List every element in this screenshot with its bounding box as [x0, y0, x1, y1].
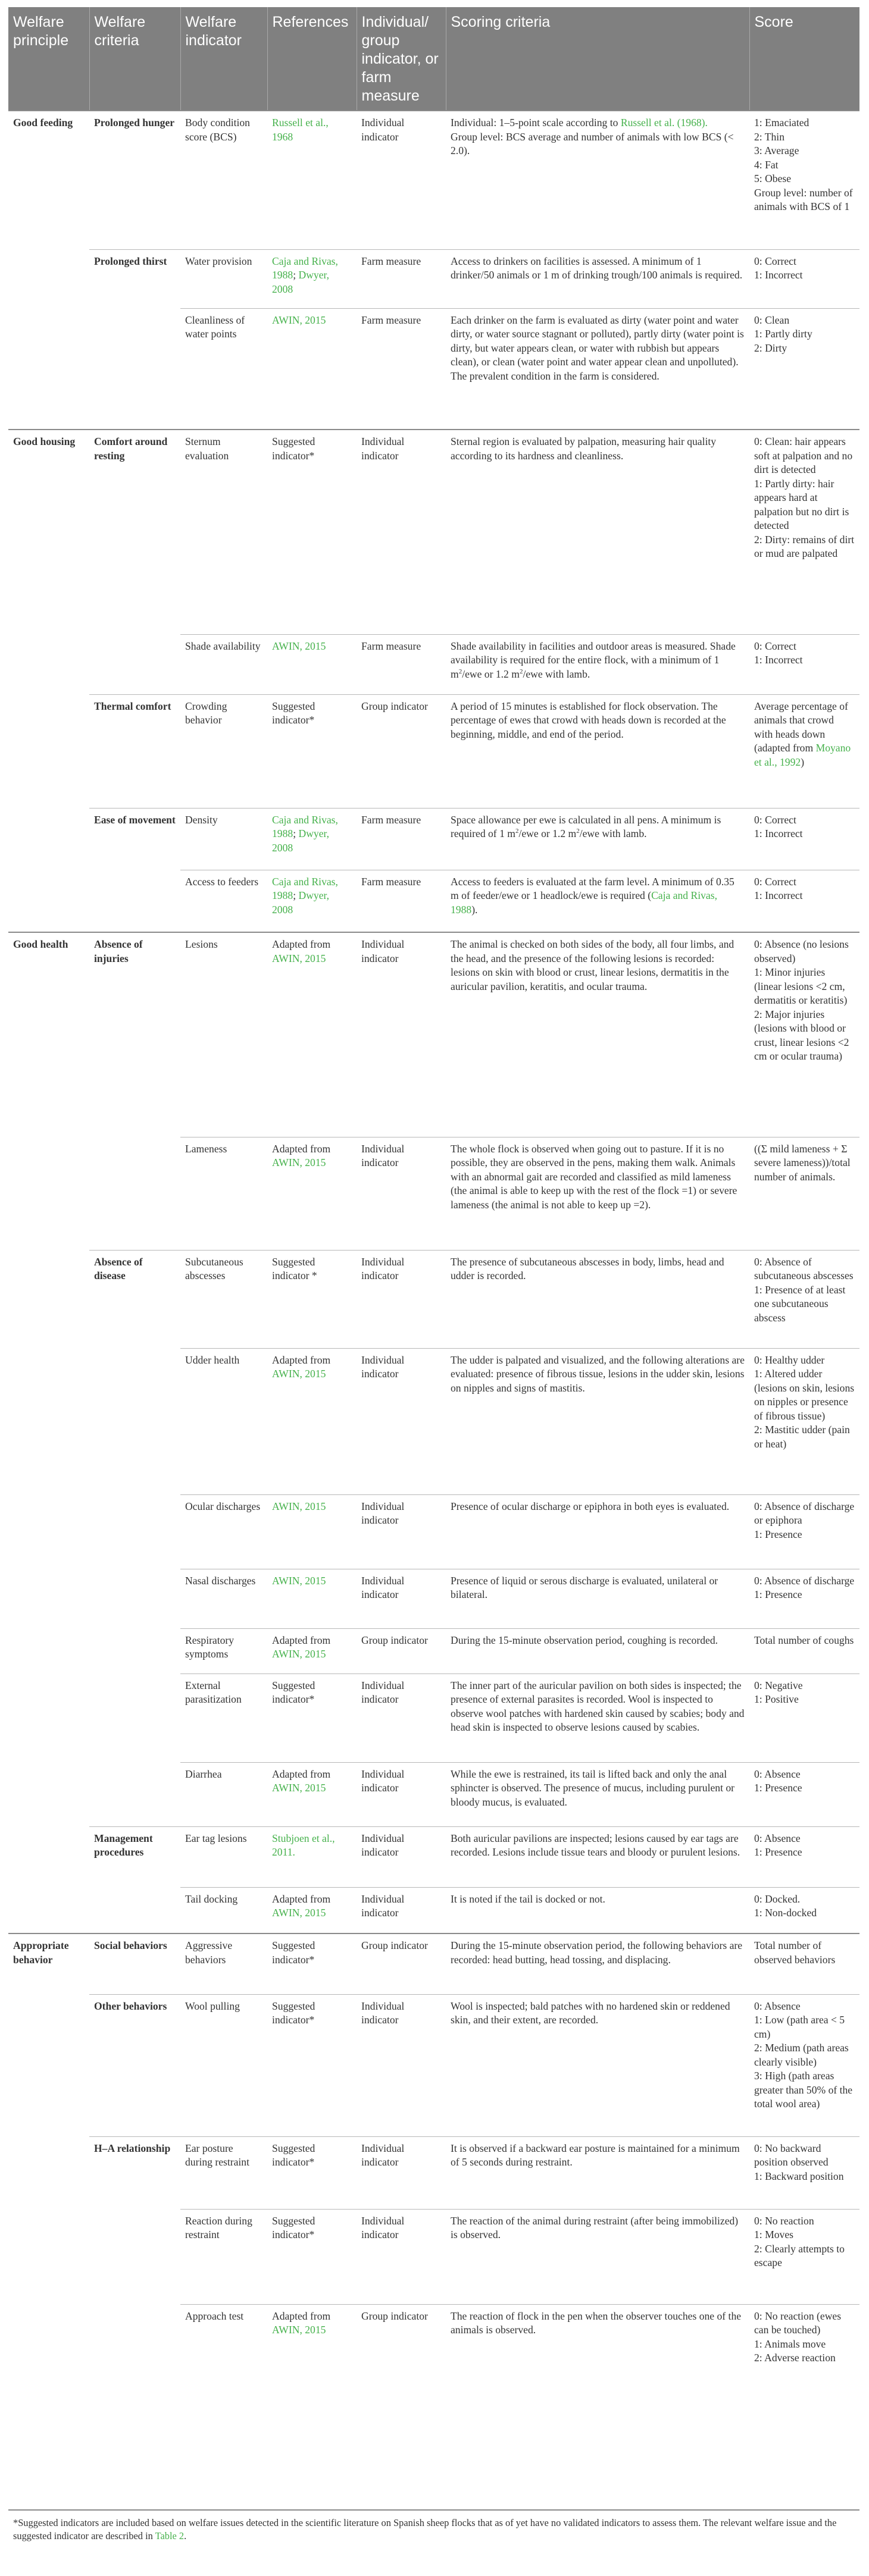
score-cell: 0: No reaction 1: Moves 2: Clearly attempts to escape	[749, 2209, 859, 2304]
principle-cell	[8, 808, 89, 870]
indicator-cell: Shade availability	[180, 634, 267, 694]
score-text: Average percentage of animals that crowd with heads down (adapted from	[754, 700, 848, 754]
reference-link[interactable]: Caja and Rivas, 1988	[272, 875, 338, 901]
references-cell: Suggested indicator*	[267, 1674, 357, 1762]
score-cell: 0: Absence 1: Presence	[749, 1762, 859, 1826]
scoring-cell: During the 15-minute observation period, the following behaviors are recorded: head butting, head tossing, and displacing.	[446, 1933, 749, 1994]
criteria-cell: Prolonged thirst	[89, 249, 180, 308]
table-row	[8, 694, 859, 808]
reference-link[interactable]: Dwyer, 2008	[272, 269, 330, 295]
references-cell: Suggested indicator*	[267, 694, 357, 808]
references-cell: Suggested indicator *	[267, 1250, 357, 1348]
criteria-cell: Absence of disease	[89, 1250, 180, 1348]
footnote-text: .	[184, 2530, 187, 2541]
score-cell: 0: Correct 1: Incorrect	[749, 808, 859, 870]
criteria-cell: Social behaviors	[89, 1933, 180, 1994]
criteria-cell	[89, 1137, 180, 1250]
reference-link[interactable]: Caja and Rivas, 1988	[272, 255, 338, 281]
scoring-text: /ewe or 1.2 m	[518, 828, 577, 839]
reference-link[interactable]: Caja and Rivas, 1988	[451, 889, 717, 916]
table-row	[8, 2136, 859, 2209]
indicator-cell: Density	[180, 808, 267, 870]
indicator-cell: Ear posture during restraint	[180, 2136, 267, 2209]
principle-cell	[8, 2304, 89, 2380]
principle-cell	[8, 1137, 89, 1250]
header-indicator-level: Individual/ group indicator, or farm measure	[357, 7, 446, 111]
references-cell	[267, 1628, 357, 1674]
reference-link[interactable]: AWIN, 2015	[272, 640, 326, 652]
scoring-cell	[446, 870, 749, 932]
footnote-text: *Suggested indicators are included based on welfare issues detected in the scientific literature on Spanish sheep flocks that as of yet have no validated indicators to assess them. The relevant welfare issue and the suggested indicator are described in	[13, 2517, 837, 2541]
scoring-cell: The inner part of the auricular pavilion on both sides is inspected; the presence of external parasites is recorded. Wool is inspected to observe wool patches with hardened skin caused by scabies; body and head skin is inspected to observe lesions caused by scabies.	[446, 1674, 749, 1762]
references-cell	[267, 1826, 357, 1887]
scoring-text: Individual: 1–5-point scale according to	[451, 117, 621, 129]
references-cell	[267, 111, 357, 249]
table-row	[8, 1628, 859, 1674]
score-cell: 0: No backward position observed 1: Backward position	[749, 2136, 859, 2209]
table-row	[8, 2304, 859, 2380]
references-cell: Suggested indicator*	[267, 430, 357, 634]
score-cell: 0: Absence of subcutaneous abscesses 1: Presence of at least one subcutaneous abscess	[749, 1250, 859, 1348]
table-row	[8, 1348, 859, 1494]
reference-prefix: Adapted from	[272, 938, 331, 950]
criteria-cell	[89, 1569, 180, 1628]
table-row	[8, 2209, 859, 2304]
level-cell: Farm measure	[357, 808, 446, 870]
score-cell: ((Σ mild lameness + Σ severe lameness))/total number of animals.	[749, 1137, 859, 1250]
reference-link[interactable]: AWIN, 2015	[272, 1782, 326, 1794]
principle-cell: Good housing	[8, 430, 89, 634]
score-cell: 0: Negative 1: Positive	[749, 1674, 859, 1762]
header-references: References	[267, 7, 357, 111]
table-row	[8, 1137, 859, 1250]
references-cell: Caja and Rivas, 1988; Dwyer, 2008	[267, 249, 357, 308]
indicator-cell: Lesions	[180, 932, 267, 1137]
level-cell: Individual indicator	[357, 1494, 446, 1569]
reference-link[interactable]: AWIN, 2015	[272, 1907, 326, 1919]
principle-cell	[8, 634, 89, 694]
criteria-cell	[89, 634, 180, 694]
reference-prefix: Adapted from	[272, 1142, 331, 1155]
header-row	[8, 7, 859, 111]
level-cell: Farm measure	[357, 870, 446, 932]
welfare-indicators-table	[8, 7, 859, 2380]
superscript: 2	[515, 828, 519, 835]
scoring-cell: During the 15-minute observation period, coughing is recorded.	[446, 1628, 749, 1674]
criteria-cell	[89, 308, 180, 430]
level-cell: Individual indicator	[357, 2136, 446, 2209]
principle-cell: Appropriate behavior	[8, 1933, 89, 1994]
scoring-cell: While the ewe is restrained, its tail is lifted back and only the anal sphincter is observed. The presence of mucus, including purulent or bloody mucus, is evaluated.	[446, 1762, 749, 1826]
scoring-text: Access to feeders is evaluated at the farm level. A minimum of 0.35 m of feeder/ewe or 1 headlock/ewe is required (	[451, 875, 734, 901]
principle-cell	[8, 1628, 89, 1674]
table-row	[8, 1887, 859, 1933]
reference-link[interactable]: AWIN, 2015	[272, 1157, 326, 1168]
reference-link[interactable]: Dwyer, 2008	[272, 828, 330, 854]
indicator-cell: Cleanliness of water points	[180, 308, 267, 430]
score-cell: 0: Absence 1: Presence	[749, 1826, 859, 1887]
reference-link[interactable]: AWIN, 2015	[272, 314, 326, 326]
scoring-cell: Wool is inspected; bald patches with no hardened skin or reddened skin, and their extent, are recorded.	[446, 1994, 749, 2136]
scoring-cell: Sternal region is evaluated by palpation, measuring hair quality according to its hardness and cleanliness.	[446, 430, 749, 634]
references-cell: Suggested indicator*	[267, 2136, 357, 2209]
reference-link[interactable]: AWIN, 2015	[272, 1574, 326, 1587]
score-cell: 0: Absence 1: Low (path area < 5 cm) 2: Medium (path areas clearly visible) 3: High (path areas greater than 50% of the total wool area)	[749, 1994, 859, 2136]
score-cell: 0: Correct 1: Incorrect	[749, 870, 859, 932]
score-cell: 0: Correct 1: Incorrect	[749, 249, 859, 308]
references-cell	[267, 634, 357, 694]
score-cell: Total number of observed behaviors	[749, 1933, 859, 1994]
indicator-cell: Aggressive behaviors	[180, 1933, 267, 1994]
indicator-cell: Body condition score (BCS)	[180, 111, 267, 249]
level-cell: Individual indicator	[357, 1994, 446, 2136]
principle-cell	[8, 1348, 89, 1494]
indicator-cell: Subcutaneous abscesses	[180, 1250, 267, 1348]
level-cell: Group indicator	[357, 1628, 446, 1674]
level-cell: Group indicator	[357, 2304, 446, 2380]
references-cell	[267, 1762, 357, 1826]
reference-prefix: Adapted from	[272, 2309, 331, 2322]
principle-cell	[8, 1250, 89, 1348]
references-cell: Caja and Rivas, 1988; Dwyer, 2008	[267, 808, 357, 870]
level-cell: Farm measure	[357, 308, 446, 430]
criteria-cell: Management procedures	[89, 1826, 180, 1887]
criteria-cell	[89, 1494, 180, 1569]
criteria-cell: Other behaviors	[89, 1994, 180, 2136]
criteria-cell: Comfort around resting	[89, 430, 180, 634]
level-cell: Individual indicator	[357, 1348, 446, 1494]
score-cell: 1: Emaciated 2: Thin 3: Average 4: Fat 5: Obese Group level: number of animals with BCS of 1	[749, 111, 859, 249]
principle-cell	[8, 249, 89, 308]
level-cell: Individual indicator	[357, 1250, 446, 1348]
indicator-cell: External parasitization	[180, 1674, 267, 1762]
principle-cell	[8, 308, 89, 430]
table-row	[8, 1494, 859, 1569]
principle-cell	[8, 1762, 89, 1826]
table-row	[8, 1826, 859, 1887]
scoring-text: ).	[471, 903, 478, 916]
criteria-cell: H–A relationship	[89, 2136, 180, 2209]
level-cell: Individual indicator	[357, 1569, 446, 1628]
scoring-text: Group level: BCS average and number of animals with low BCS (< 2.0).	[451, 130, 734, 156]
table-footnote	[8, 2509, 859, 2543]
principle-cell	[8, 1887, 89, 1933]
score-cell: 0: Docked. 1: Non-docked	[749, 1887, 859, 1933]
indicator-cell: Reaction during restraint	[180, 2209, 267, 2304]
indicator-cell: Diarrhea	[180, 1762, 267, 1826]
references-cell	[267, 308, 357, 430]
criteria-cell: Absence of injuries	[89, 932, 180, 1137]
table-row	[8, 1569, 859, 1628]
references-cell	[267, 1569, 357, 1628]
level-cell: Individual indicator	[357, 1887, 446, 1933]
indicator-cell: Tail docking	[180, 1887, 267, 1933]
reference-link[interactable]: Russell et al. (1968).	[620, 117, 708, 129]
scoring-text: Shade availability in facilities and outdoor areas is measured. Shade availability is required for the entire flock, with a minimum of 1 m	[451, 640, 736, 680]
reference-link[interactable]: AWIN, 2015	[272, 1500, 326, 1512]
criteria-cell	[89, 1628, 180, 1674]
level-cell: Individual indicator	[357, 1674, 446, 1762]
header-welfare-criteria: Welfare criteria	[89, 7, 180, 111]
reference-link[interactable]: AWIN, 2015	[272, 1368, 326, 1380]
table-row	[8, 308, 859, 430]
criteria-cell	[89, 1887, 180, 1933]
score-text: )	[801, 756, 805, 768]
indicator-cell: Lameness	[180, 1137, 267, 1250]
scoring-cell: Presence of ocular discharge or epiphora in both eyes is evaluated.	[446, 1494, 749, 1569]
principle-cell	[8, 1494, 89, 1569]
indicator-cell: Wool pulling	[180, 1994, 267, 2136]
criteria-cell	[89, 2304, 180, 2380]
references-cell: Suggested indicator*	[267, 1933, 357, 1994]
scoring-cell	[446, 111, 749, 249]
criteria-cell: Ease of movement	[89, 808, 180, 870]
principle-cell: Good feeding	[8, 111, 89, 249]
level-cell: Group indicator	[357, 1933, 446, 1994]
score-cell: 0: Absence of discharge 1: Presence	[749, 1569, 859, 1628]
header-scoring-criteria: Scoring criteria	[446, 7, 749, 111]
table-row	[8, 1674, 859, 1762]
references-cell	[267, 2304, 357, 2380]
reference-prefix: Adapted from	[272, 1768, 331, 1780]
principle-cell: Good health	[8, 932, 89, 1137]
level-cell: Farm measure	[357, 634, 446, 694]
level-cell: Individual indicator	[357, 1826, 446, 1887]
score-cell: 0: Correct 1: Incorrect	[749, 634, 859, 694]
level-cell: Individual indicator	[357, 1762, 446, 1826]
reference-prefix: Adapted from	[272, 1634, 331, 1646]
superscript: 2	[458, 667, 462, 675]
reference-link[interactable]: Russell et al., 1968	[272, 117, 329, 143]
table-row	[8, 1250, 859, 1348]
principle-cell	[8, 1994, 89, 2136]
table-row	[8, 870, 859, 932]
scoring-cell: A period of 15 minutes is established for flock observation. The percentage of ewes that crowd with heads down is recorded at the beginning, middle, and end of the period.	[446, 694, 749, 808]
level-cell: Individual indicator	[357, 430, 446, 634]
scoring-cell: The reaction of the animal during restraint (after being immobilized) is observed.	[446, 2209, 749, 2304]
table-row	[8, 1933, 859, 1994]
score-cell: 0: Healthy udder 1: Altered udder (lesions on skin, lesions on nipples or presence of fibrous tissue) 2: Mastitic udder (pain or heat)	[749, 1348, 859, 1494]
table-row	[8, 932, 859, 1137]
criteria-cell	[89, 1762, 180, 1826]
score-cell	[749, 694, 859, 808]
scoring-cell	[446, 634, 749, 694]
indicator-cell: Sternum evaluation	[180, 430, 267, 634]
table-row	[8, 808, 859, 870]
score-cell: 0: No reaction (ewes can be touched) 1: Animals move 2: Adverse reaction	[749, 2304, 859, 2380]
table-row	[8, 1994, 859, 2136]
level-cell: Farm measure	[357, 249, 446, 308]
scoring-text: Space allowance per ewe is calculated in all pens. A minimum is required of 1 m	[451, 813, 721, 839]
references-cell: Suggested indicator*	[267, 1994, 357, 2136]
table-row	[8, 430, 859, 634]
reference-link[interactable]: AWIN, 2015	[272, 952, 326, 964]
criteria-cell	[89, 2209, 180, 2304]
references-cell	[267, 1348, 357, 1494]
table-row	[8, 249, 859, 308]
header-welfare-principle: Welfare principle	[8, 7, 89, 111]
reference-prefix: Adapted from	[272, 1892, 331, 1905]
reference-link[interactable]: Caja and Rivas, 1988	[272, 813, 338, 839]
level-cell: Individual indicator	[357, 932, 446, 1137]
scoring-cell: Presence of liquid or serous discharge is evaluated, unilateral or bilateral.	[446, 1569, 749, 1628]
score-cell: 0: Absence of discharge or epiphora 1: Presence	[749, 1494, 859, 1569]
table-row	[8, 111, 859, 249]
indicator-cell: Approach test	[180, 2304, 267, 2380]
criteria-cell	[89, 1348, 180, 1494]
table-row	[8, 634, 859, 694]
header-welfare-indicator: Welfare indicator	[180, 7, 267, 111]
header-score: Score	[749, 7, 859, 111]
indicator-cell: Ocular discharges	[180, 1494, 267, 1569]
criteria-cell: Prolonged hunger	[89, 111, 180, 249]
scoring-text: /ewe or 1.2 m	[462, 667, 520, 680]
indicator-cell: Crowding behavior	[180, 694, 267, 808]
scoring-text: /ewe with lamb.	[523, 667, 590, 680]
score-cell: 0: Clean: hair appears soft at palpation and no dirt is detected 1: Partly dirty: hair appears hard at palpation but no dirt is detected 2: Dirty: remains of dirt or mud are palpated	[749, 430, 859, 634]
level-cell: Individual indicator	[357, 1137, 446, 1250]
reference-link[interactable]: AWIN, 2015	[272, 1648, 326, 1660]
scoring-cell: It is observed if a backward ear posture is maintained for a minimum of 5 seconds during restraint.	[446, 2136, 749, 2209]
footnote-table-link[interactable]: Table 2	[155, 2530, 185, 2541]
principle-cell	[8, 1569, 89, 1628]
table-row	[8, 1762, 859, 1826]
indicator-cell: Ear tag lesions	[180, 1826, 267, 1887]
principle-cell	[8, 694, 89, 808]
score-cell: Total number of coughs	[749, 1628, 859, 1674]
reference-prefix: Adapted from	[272, 1353, 331, 1366]
level-cell: Individual indicator	[357, 2209, 446, 2304]
level-cell: Individual indicator	[357, 111, 446, 249]
references-cell	[267, 1494, 357, 1569]
score-cell: 0: Clean 1: Partly dirty 2: Dirty	[749, 308, 859, 430]
superscript: 2	[576, 828, 580, 835]
scoring-cell: Both auricular pavilions are inspected; lesions caused by ear tags are recorded. Lesions include tissue tears and bloody or purulent lesions.	[446, 1826, 749, 1887]
indicator-cell: Udder health	[180, 1348, 267, 1494]
principle-cell	[8, 1674, 89, 1762]
scoring-cell: It is noted if the tail is docked or not.	[446, 1887, 749, 1933]
references-cell	[267, 1887, 357, 1933]
references-cell	[267, 1137, 357, 1250]
superscript: 2	[519, 667, 523, 675]
reference-link[interactable]: Stubjoen et al., 2011.	[272, 1832, 335, 1858]
scoring-cell	[446, 808, 749, 870]
level-cell: Group indicator	[357, 694, 446, 808]
scoring-cell: The reaction of flock in the pen when the observer touches one of the animals is observed.	[446, 2304, 749, 2380]
reference-link[interactable]: Dwyer, 2008	[272, 889, 330, 916]
criteria-cell	[89, 870, 180, 932]
scoring-cell: Access to drinkers on facilities is assessed. A minimum of 1 drinker/50 animals or 1 m of drinking trough/100 animals is required.	[446, 249, 749, 308]
indicator-cell: Access to feeders	[180, 870, 267, 932]
scoring-text: /ewe with lamb.	[579, 828, 647, 839]
indicator-cell: Nasal discharges	[180, 1569, 267, 1628]
reference-link[interactable]: AWIN, 2015	[272, 2324, 326, 2336]
references-cell: Suggested indicator*	[267, 2209, 357, 2304]
reference-link[interactable]: Moyano et al., 1992	[754, 742, 851, 768]
score-cell: 0: Absence (no lesions observed) 1: Minor injuries (linear lesions <2 cm, dermatitis or keratitis) 2: Major injuries (lesions with blood or crust, linear lesions <2 cm or ocular trauma)	[749, 932, 859, 1137]
scoring-cell: Each drinker on the farm is evaluated as dirty (water point and water dirty, or water source stagnant or polluted), partly dirty (water point is dirty, but water appears clean, or water with rubbish but appears clean), or clean (water point and water appear clean and unpolluted). The prevalent condition in the farm is considered.	[446, 308, 749, 430]
scoring-cell: The presence of subcutaneous abscesses in body, limbs, head and udder is recorded.	[446, 1250, 749, 1348]
references-cell	[267, 932, 357, 1137]
indicator-cell: Water provision	[180, 249, 267, 308]
indicator-cell: Respiratory symptoms	[180, 1628, 267, 1674]
references-cell: Caja and Rivas, 1988; Dwyer, 2008	[267, 870, 357, 932]
scoring-cell: The animal is checked on both sides of the body, all four limbs, and the head, and the presence of the following lesions is recorded: lesions on skin with blood or crust, linear lesions, dermatitis in the auricular pavilion, keratitis, and ocular trauma.	[446, 932, 749, 1137]
principle-cell	[8, 2209, 89, 2304]
scoring-cell: The whole flock is observed when going out to pasture. If it is no possible, they are observed in the pens, making them walk. Animals with an abnormal gait are recorded and classified as mild lameness (the animal is able to keep up with the rest of the flock =1) or severe lameness (the animal is not able to keep up =2).	[446, 1137, 749, 1250]
criteria-cell: Thermal comfort	[89, 694, 180, 808]
principle-cell	[8, 1826, 89, 1887]
principle-cell	[8, 870, 89, 932]
principle-cell	[8, 2136, 89, 2209]
scoring-cell: The udder is palpated and visualized, and the following alterations are evaluated: presence of fibrous tissue, lesions in the udder skin, lesions on nipples and signs of mastitis.	[446, 1348, 749, 1494]
criteria-cell	[89, 1674, 180, 1762]
